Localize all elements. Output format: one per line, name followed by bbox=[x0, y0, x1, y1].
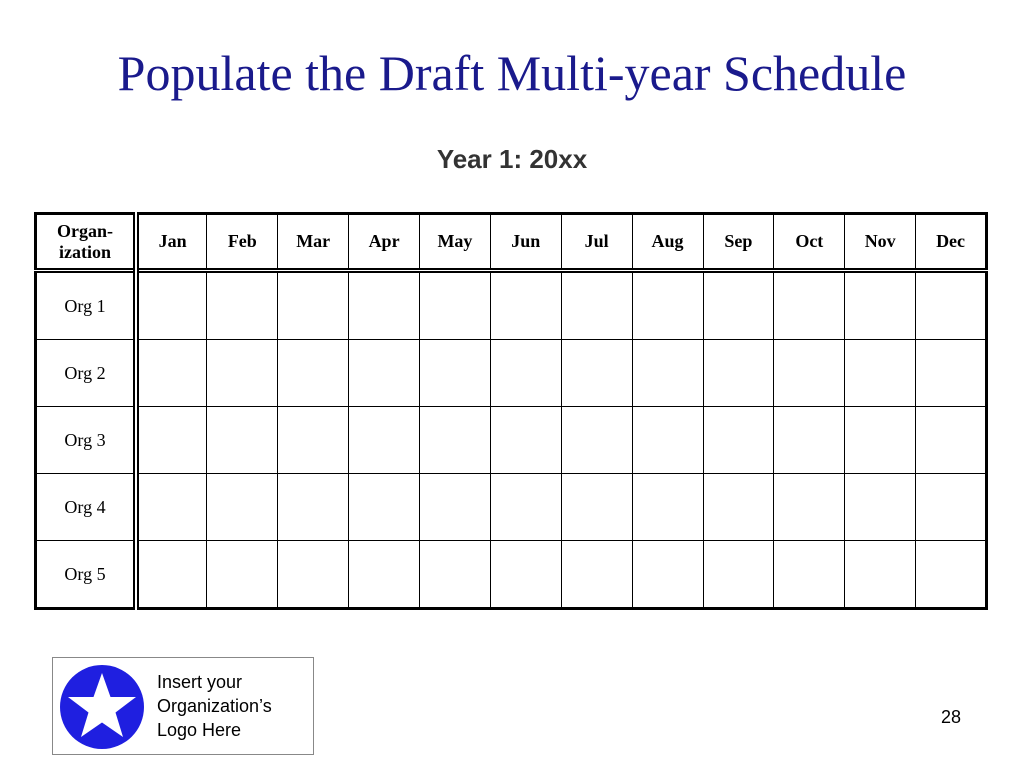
schedule-cell[interactable] bbox=[845, 541, 916, 609]
schedule-cell[interactable] bbox=[774, 340, 845, 407]
schedule-cell[interactable] bbox=[845, 340, 916, 407]
header-row bbox=[36, 214, 987, 271]
schedule-cell[interactable] bbox=[278, 340, 349, 407]
schedule-table bbox=[34, 212, 988, 610]
schedule-cell[interactable] bbox=[561, 407, 632, 474]
slide-number: 28 bbox=[941, 707, 962, 727]
schedule-cell[interactable] bbox=[278, 407, 349, 474]
schedule-cell[interactable] bbox=[561, 474, 632, 541]
table-row bbox=[36, 407, 987, 474]
schedule-cell[interactable] bbox=[561, 271, 632, 340]
schedule-cell[interactable] bbox=[774, 541, 845, 609]
schedule-cell[interactable] bbox=[136, 407, 207, 474]
month-header-feb: Feb bbox=[207, 214, 278, 271]
schedule-cell[interactable] bbox=[561, 340, 632, 407]
schedule-cell[interactable] bbox=[703, 474, 774, 541]
schedule-cell[interactable] bbox=[349, 407, 420, 474]
month-header-jan: Jan bbox=[136, 214, 207, 271]
schedule-cell[interactable] bbox=[774, 474, 845, 541]
table-row bbox=[36, 474, 987, 541]
schedule-cell[interactable] bbox=[349, 340, 420, 407]
schedule-cell[interactable] bbox=[207, 474, 278, 541]
schedule-cell[interactable] bbox=[632, 340, 703, 407]
schedule-cell[interactable] bbox=[278, 271, 349, 340]
month-header-apr: Apr bbox=[349, 214, 420, 271]
schedule-cell[interactable] bbox=[703, 340, 774, 407]
month-header-nov: Nov bbox=[845, 214, 916, 271]
month-header-sep: Sep bbox=[703, 214, 774, 271]
schedule-cell[interactable] bbox=[207, 541, 278, 609]
schedule-cell[interactable] bbox=[916, 474, 987, 541]
month-header-jul: Jul bbox=[561, 214, 632, 271]
month-header-may: May bbox=[420, 214, 491, 271]
schedule-cell[interactable] bbox=[490, 407, 561, 474]
schedule-cell[interactable] bbox=[490, 340, 561, 407]
schedule-cell[interactable] bbox=[420, 407, 491, 474]
month-header-aug: Aug bbox=[632, 214, 703, 271]
org-label: Org 4 bbox=[36, 474, 137, 541]
month-header-oct: Oct bbox=[774, 214, 845, 271]
schedule-cell[interactable] bbox=[916, 407, 987, 474]
month-header-mar: Mar bbox=[278, 214, 349, 271]
month-header-dec: Dec bbox=[916, 214, 987, 271]
month-header-jun: Jun bbox=[490, 214, 561, 271]
star-icon bbox=[59, 664, 145, 750]
schedule-cell[interactable] bbox=[703, 271, 774, 340]
schedule-cell[interactable] bbox=[349, 541, 420, 609]
schedule-cell[interactable] bbox=[916, 271, 987, 340]
org-label: Org 3 bbox=[36, 407, 137, 474]
schedule-cell[interactable] bbox=[632, 474, 703, 541]
schedule-cell[interactable] bbox=[136, 340, 207, 407]
schedule-cell[interactable] bbox=[207, 340, 278, 407]
schedule-cell[interactable] bbox=[278, 474, 349, 541]
schedule-cell[interactable] bbox=[349, 474, 420, 541]
schedule-cell[interactable] bbox=[916, 541, 987, 609]
schedule-cell[interactable] bbox=[845, 271, 916, 340]
schedule-cell[interactable] bbox=[632, 541, 703, 609]
schedule-cell[interactable] bbox=[207, 407, 278, 474]
org-label: Org 2 bbox=[36, 340, 137, 407]
year-subtitle: Year 1: 20xx bbox=[436, 144, 588, 174]
table-row bbox=[36, 340, 987, 407]
schedule-cell[interactable] bbox=[207, 271, 278, 340]
org-label: Org 1 bbox=[36, 271, 137, 340]
logo-placeholder bbox=[52, 657, 314, 755]
schedule-cell[interactable] bbox=[420, 271, 491, 340]
schedule-cell[interactable] bbox=[845, 407, 916, 474]
schedule-cell[interactable] bbox=[490, 474, 561, 541]
org-label: Org 5 bbox=[36, 541, 137, 609]
schedule-cell[interactable] bbox=[136, 541, 207, 609]
schedule-table-header bbox=[36, 214, 987, 271]
schedule-cell[interactable] bbox=[703, 407, 774, 474]
schedule-cell[interactable] bbox=[420, 474, 491, 541]
schedule-cell[interactable] bbox=[420, 541, 491, 609]
schedule-cell[interactable] bbox=[136, 271, 207, 340]
logo-placeholder-text: Insert your Organization’s Logo Here bbox=[157, 672, 272, 740]
schedule-table-body bbox=[36, 271, 987, 609]
schedule-cell[interactable] bbox=[774, 271, 845, 340]
schedule-cell[interactable] bbox=[278, 541, 349, 609]
schedule-cell[interactable] bbox=[490, 271, 561, 340]
schedule-cell[interactable] bbox=[490, 541, 561, 609]
table-row bbox=[36, 271, 987, 340]
schedule-cell[interactable] bbox=[845, 474, 916, 541]
slide-title: Populate the Draft Multi-year Schedule bbox=[117, 45, 907, 101]
schedule-cell[interactable] bbox=[136, 474, 207, 541]
schedule-cell[interactable] bbox=[774, 407, 845, 474]
schedule-cell[interactable] bbox=[632, 407, 703, 474]
schedule-cell[interactable] bbox=[632, 271, 703, 340]
org-column-header: Organ- ization bbox=[36, 214, 137, 271]
table-row bbox=[36, 541, 987, 609]
schedule-cell[interactable] bbox=[349, 271, 420, 340]
schedule-cell[interactable] bbox=[420, 340, 491, 407]
schedule-cell[interactable] bbox=[561, 541, 632, 609]
schedule-cell[interactable] bbox=[916, 340, 987, 407]
schedule-cell[interactable] bbox=[703, 541, 774, 609]
